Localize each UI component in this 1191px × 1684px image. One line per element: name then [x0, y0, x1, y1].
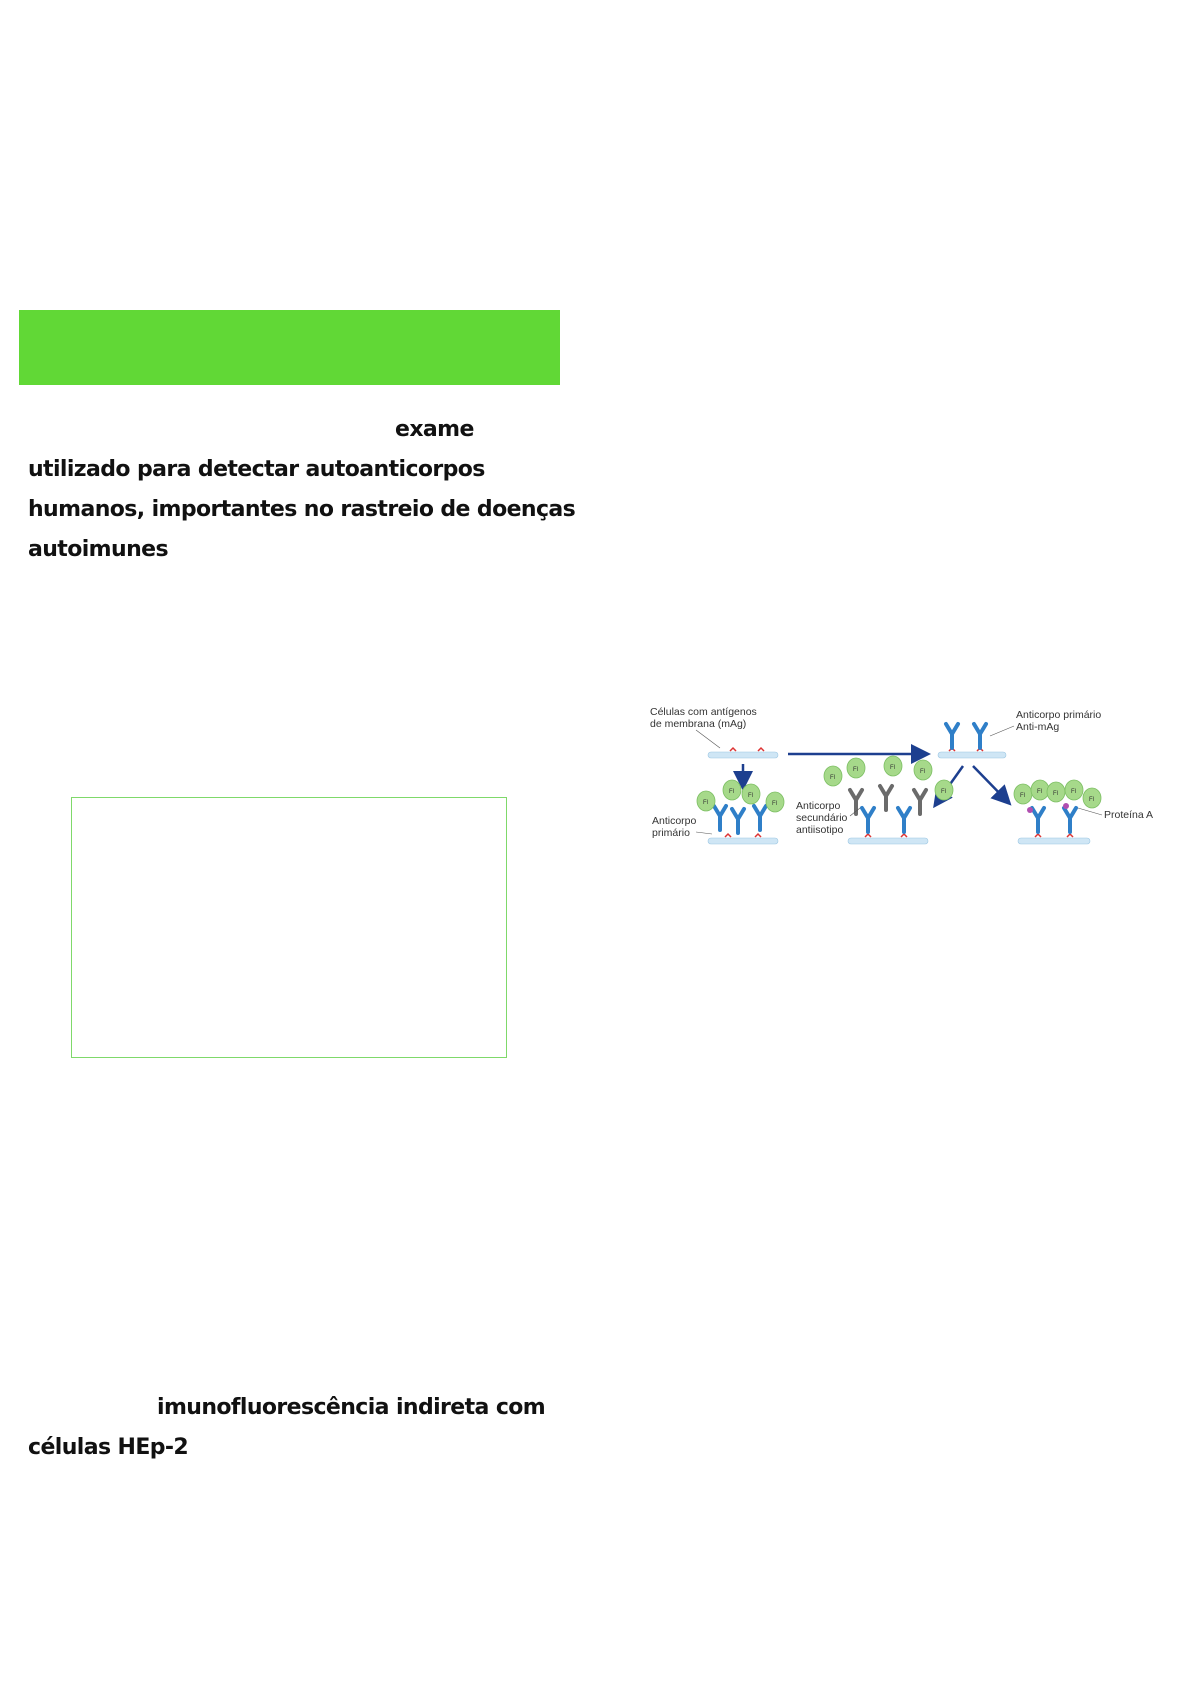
intro-line-3: humanos, importantes no rastreio de doenças — [28, 497, 576, 522]
intro-line-4: autoimunes — [28, 537, 168, 562]
intro-line-1: exame — [395, 417, 474, 442]
protein-a-group — [1014, 780, 1101, 844]
indirect-secondary-group — [824, 756, 953, 844]
label-secondary-2: secundário — [796, 812, 848, 824]
label-primary-top-2: Anti-mAg — [1016, 721, 1060, 733]
label-protein-a: Proteína A — [1104, 809, 1154, 821]
label-cells-2: de membrana (mAg) — [650, 718, 747, 730]
label-secondary-1: Anticorpo — [796, 800, 841, 812]
section-header-bar — [19, 310, 560, 385]
direct-fluorescence-group — [697, 780, 784, 844]
empty-outlined-box — [71, 797, 507, 1058]
label-secondary-3: antiisotipo — [796, 824, 844, 836]
membrane-cells-top — [708, 748, 778, 758]
label-primary-2: primário — [652, 827, 690, 839]
method-line-2: células HEp-2 — [28, 1435, 189, 1460]
label-primary-top-1: Anticorpo primário — [1016, 709, 1102, 721]
label-cells-1: Células com antígenos — [650, 706, 757, 718]
label-primary-1: Anticorpo — [652, 815, 697, 827]
arrow-to-protein-a — [973, 766, 1008, 802]
membrane-primary-top — [938, 724, 1006, 758]
immunofluorescence-diagram: Fl Células com antígenos de membrana (mAg) Anticorpo primário Anti-mAg Anticorpo primário Anticorpo secundário antiisotipo Proteína A — [638, 704, 1170, 864]
method-line-1: imunofluorescência indireta com — [157, 1395, 546, 1420]
intro-line-2: utilizado para detectar autoanticorpos — [28, 457, 485, 482]
